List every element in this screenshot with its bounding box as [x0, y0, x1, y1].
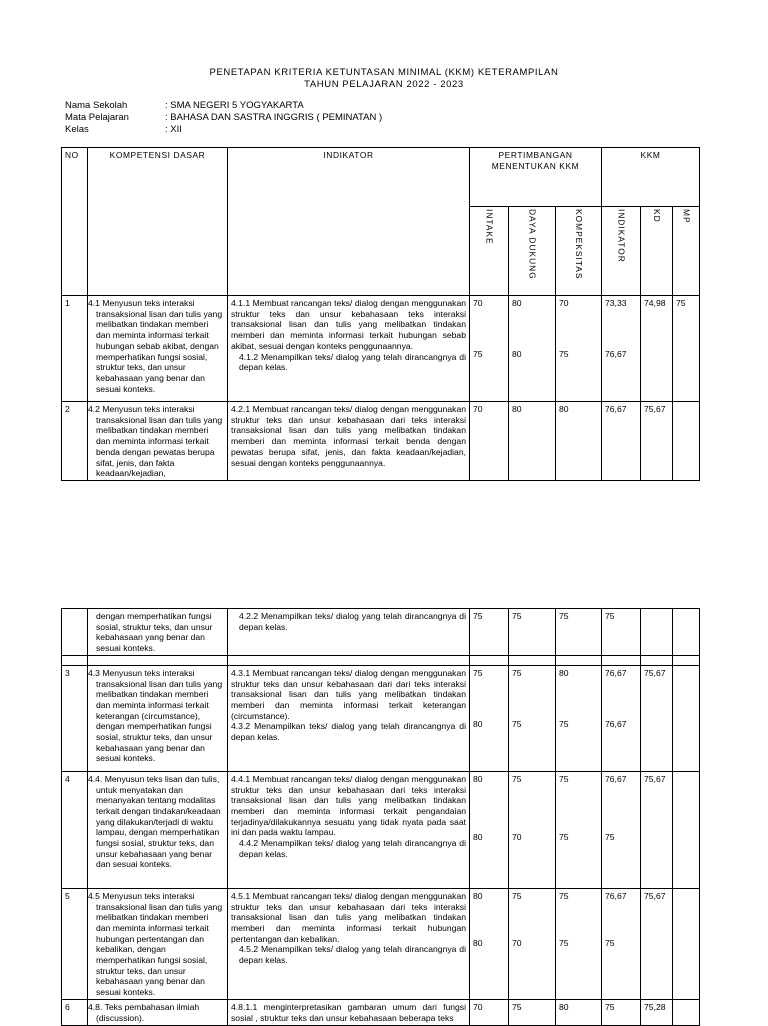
row-indikator [228, 665, 470, 771]
row-kompleksitas [556, 771, 602, 888]
row-kkm-kd: 75,67 [641, 771, 673, 888]
row-no: 2 [62, 402, 88, 481]
komp-a: 80 [559, 667, 569, 678]
header-kkm-indikator-text: INDIKATOR [616, 209, 627, 263]
subject-label: Mata Pelajaran [65, 112, 129, 123]
row-kkm-kd: 75,28 [641, 999, 673, 1025]
header-no: NO [62, 148, 88, 296]
kd-text: 4.8. Teks pembahasan ilmiah (discussion). [88, 1001, 200, 1023]
header-kkm-mp-text: MP [681, 209, 692, 224]
indikator-a: 4.8.1.1 menginterpretasikan gambaran umum dari fungsi sosial , struktur teks dan unsur kebahasaan beberapa teks [231, 1001, 466, 1023]
row-no: 5 [62, 888, 88, 999]
indikator-b: 4.4.2 Menampilkan teks/ dialog yang telah dirancangnya di depan kelas. [239, 838, 466, 859]
row-kompleksitas: 75 [556, 609, 602, 656]
dd-b: 70 [512, 937, 522, 948]
intake-b: 80 [473, 831, 483, 842]
row-indikator [228, 296, 470, 402]
row-kompleksitas [556, 665, 602, 771]
header-kompleksitas [556, 207, 602, 296]
row-intake: 70 [470, 402, 509, 481]
indk-a: 76,67 [605, 890, 627, 901]
indk-a: 76,67 [605, 667, 627, 678]
kd-text: dengan memperhatikan fungsi sosial, struktur teks, dan unsur kebahasaan yang benar dan sesuai konteks. [96, 611, 213, 654]
indikator-a: 4.1.1 Membuat rancangan teks/ dialog dengan menggunakan struktur teks dan unsur kebahasaan teks interaksi transaksional lisan dan tulis yang melibatkan tindakan memberi dan meminta informasi terkait hubungan sebab akibat, sesuai dengan konteks penggunaannya. [231, 298, 466, 351]
komp-b: 75 [559, 718, 569, 729]
row-kkm-indikator [602, 888, 641, 999]
header-kkm: KKM [602, 148, 700, 207]
row-no [62, 609, 88, 656]
kkm-table-part1 [61, 147, 700, 481]
intake-b: 80 [473, 937, 483, 948]
row-kkm-mp [673, 999, 700, 1025]
table-row [62, 609, 700, 656]
kd-text: 4.1 Menyusun teks interaksi transaksional lisan dan tulis yang melibatkan tindakan memberi dan meminta informasi terkait hubungan sebab akibat, dengan memperhatikan fungsi sosial, struktur teks, dan unsur kebahasaan yang benar dan sesuai konteks. [88, 298, 223, 394]
row-indikator [228, 402, 470, 481]
header-daya-dukung-text: DAYA DUKUNG [527, 209, 538, 280]
row-kompleksitas [556, 888, 602, 999]
table-row [62, 665, 700, 771]
row-kkm-mp [673, 402, 700, 481]
row-kkm-indikator [602, 771, 641, 888]
indikator-a: 4.5.1 Membuat rancangan teks/ dialog dengan menggunakan struktur teks dan unsur kebahasaan dari teks interaksi transaksional lisan dan tulis yang melibatkan tindakan memberi dan meminta informasi terkait hubungan pertentangan dan kebalikan. [231, 890, 466, 944]
indikator-b: 4.3.2 Menampilkan teks/ dialog yang telah dirancangnya di depan kelas. [231, 721, 466, 743]
kd-text: 4.4. Menyusun teks lisan dan tulis, untuk menyatakan dan menanyakan tentang modalitas terkait dengan tindakan/keadaan yang dilakukan/terjadi di waktu lampau, dengan memperhatikan fungsi sosial, struktur teks, dan unsur kebahasaan yang benar dan sesuai konteks. [88, 773, 221, 870]
row-no: 3 [62, 665, 88, 771]
dd-a: 75 [512, 890, 522, 901]
row-daya-dukung: 75 [509, 609, 556, 656]
header-kompleksitas-text: KOMPEKSITAS [573, 209, 584, 280]
row-kompetensi-dasar [88, 609, 228, 656]
intake-a: 75 [473, 667, 483, 678]
intake-a: 70 [473, 298, 483, 308]
indikator-a: 4.4.1 Membuat rancangan teks/ dialog dengan menggunakan struktur teks dan unsur kebahasaan dari teks interaksi transaksional lisan dan tulis yang melibatkan tindakan memberi dan meminta informasi terkait pengandaian terjadinya/dilakukannya sesuatu yang tidak nyata pada saat ini dan pada waktu lampau. [231, 773, 466, 838]
row-kompleksitas [556, 296, 602, 402]
kd-text: 4.3 Menyusun teks interaksi transaksional lisan dan tulis yang melibatkan tindakan memberi dan meminta informasi terkait keterangan (circumstance), dengan memperhatikan fungsi sosial, struktur teks, dan unsur kebahasaan yang benar dan sesuai konteks. [88, 667, 223, 764]
table-row [62, 402, 700, 481]
school-label: Nama Sekolah [65, 100, 128, 111]
indk-a: 73,33 [605, 298, 627, 308]
kd-text: 4.5 Menyusun teks interaksi transaksional lisan dan tulis yang melibatkan tindakan memberi dan meminta informasi terkait hubungan pertentangan dan kebalikan, dengan memperhatikan fungsi sosial, struktur teks, dan unsur kebahasaan yang benar dan sesuai konteks. [88, 890, 223, 998]
table-row [62, 771, 700, 888]
row-no: 1 [62, 296, 88, 402]
table-row [62, 296, 700, 402]
row-indikator [228, 609, 470, 656]
row-kompetensi-dasar [88, 296, 228, 402]
row-intake [470, 888, 509, 999]
header-intake-text: INTAKE [484, 209, 495, 245]
row-kkm-indikator: 75 [602, 999, 641, 1025]
meta-class [65, 124, 182, 135]
row-indikator [228, 888, 470, 999]
row-intake [470, 771, 509, 888]
row-indikator [228, 771, 470, 888]
header-kkm-indikator [602, 207, 641, 296]
intake-b: 75 [473, 348, 483, 359]
row-daya-dukung [509, 665, 556, 771]
row-kkm-kd: 75,67 [641, 402, 673, 481]
komp-b: 75 [559, 937, 569, 948]
indikator-b: 4.5.2 Menampilkan teks/ dialog yang telah dirancangnya di depan kelas. [239, 944, 466, 966]
header-pertimbangan-line1: PERTIMBANGAN [498, 150, 573, 160]
row-kkm-indikator: 76,67 [602, 402, 641, 481]
row-kkm-kd [641, 609, 673, 656]
document-subtitle: TAHUN PELAJARAN 2022 - 2023 [304, 79, 464, 90]
indikator-a: 4.2.1 Membuat rancangan teks/ dialog dengan menggunakan struktur teks dan unsur kebahasaan dari teks interaksi transaksional lisan dan tulis yang melibatkan tindakan memberi dan meminta informasi terkait benda dengan pewatas berupa sifat, jenis, dan fakta keadaan/kejadian, sesuai dengan konteks penggunaannya. [231, 404, 466, 468]
indikator-a: 4.3.1 Membuat rancangan teks/ dialog dengan menggunakan struktur teks dan unsur kebahasaan dari dari teks interaksi transaksional lisan dan tulis yang melibatkan tindakan memberi dan meminta informasi terkait keterangan (circumstance). [231, 667, 466, 721]
dd-a: 75 [512, 667, 522, 678]
row-kompleksitas: 80 [556, 999, 602, 1025]
dd-a: 75 [512, 773, 522, 784]
indikator-b: 4.2.2 Menampilkan teks/ dialog yang telah dirancangnya di depan kelas. [239, 611, 466, 632]
header-indikator: INDIKATOR [228, 148, 470, 296]
row-kkm-mp: 75 [673, 296, 700, 402]
row-kkm-indikator [602, 665, 641, 771]
row-intake: 70 [470, 999, 509, 1025]
indikator-b: 4.1.2 Menampilkan teks/ dialog yang telah dirancangnya di depan kelas. [239, 351, 466, 373]
row-daya-dukung [509, 771, 556, 888]
header-kkm-mp [673, 207, 700, 296]
header-daya-dukung [509, 207, 556, 296]
intake-a: 80 [473, 773, 483, 784]
header-pertimbangan-line2: MENENTUKAN KKM [491, 160, 580, 171]
header-kkm-kd-text: KD [651, 209, 662, 223]
row-daya-dukung: 75 [509, 999, 556, 1025]
school-value: : SMA NEGERI 5 YOGYAKARTA [165, 100, 304, 111]
row-intake: 75 [470, 609, 509, 656]
class-value: : XII [165, 124, 182, 135]
komp-a: 70 [559, 298, 569, 308]
meta-school [65, 100, 304, 111]
komp-a: 75 [559, 773, 569, 784]
header-kkm-kd [641, 207, 673, 296]
meta-subject [65, 112, 382, 123]
row-kkm-mp [673, 771, 700, 888]
header-pertimbangan [470, 148, 602, 207]
class-label: Kelas [65, 124, 89, 135]
table-gap-row [62, 655, 700, 665]
header-kompetensi-dasar: KOMPETENSI DASAR [88, 148, 228, 296]
row-no: 4 [62, 771, 88, 888]
indk-b: 75 [605, 937, 615, 948]
komp-a: 75 [559, 890, 569, 901]
row-daya-dukung: 80 [509, 402, 556, 481]
dd-b: 70 [512, 831, 522, 842]
row-kkm-kd: 75,67 [641, 665, 673, 771]
kd-text: 4.2 Menyusun teks interaksi transaksional lisan dan tulis yang melibatkan tindakan memberi dan meminta informasi terkait benda dengan pewatas berupa sifat, jenis, dan fakta keadaan/kejadian, [88, 404, 223, 479]
row-kkm-kd: 75,67 [641, 888, 673, 999]
row-daya-dukung [509, 888, 556, 999]
document-title: PENETAPAN KRITERIA KETUNTASAN MINIMAL (KKM) KETERAMPILAN [209, 67, 559, 78]
subject-value: : BAHASA DAN SASTRA INGGRIS ( PEMINATAN ) [165, 112, 383, 123]
row-kompleksitas: 80 [556, 402, 602, 481]
indk-b: 75 [605, 831, 615, 842]
row-kompetensi-dasar [88, 771, 228, 888]
table-row [62, 888, 700, 999]
dd-b: 75 [512, 718, 522, 729]
intake-b: 80 [473, 718, 483, 729]
row-kompetensi-dasar [88, 402, 228, 481]
komp-b: 75 [559, 831, 569, 842]
row-kkm-mp [673, 665, 700, 771]
indk-b: 76,67 [605, 718, 627, 729]
table-row [62, 999, 700, 1025]
row-no: 6 [62, 999, 88, 1025]
row-intake [470, 665, 509, 771]
row-kkm-indikator [602, 296, 641, 402]
row-kkm-mp [673, 609, 700, 656]
komp-b: 75 [559, 348, 569, 359]
intake-a: 80 [473, 890, 483, 901]
row-kompetensi-dasar [88, 888, 228, 999]
dd-a: 80 [512, 298, 522, 308]
row-intake [470, 296, 509, 402]
indk-b: 76,67 [605, 348, 627, 359]
row-kompetensi-dasar [88, 999, 228, 1025]
row-kkm-mp [673, 888, 700, 999]
indk-a: 76,67 [605, 773, 627, 784]
row-kompetensi-dasar [88, 665, 228, 771]
dd-b: 80 [512, 348, 522, 359]
row-daya-dukung [509, 296, 556, 402]
header-intake [470, 207, 509, 296]
row-kkm-kd: 74,98 [641, 296, 673, 402]
row-kkm-indikator: 75 [602, 609, 641, 656]
kkm-table-part2 [61, 608, 700, 1026]
row-indikator [228, 999, 470, 1025]
